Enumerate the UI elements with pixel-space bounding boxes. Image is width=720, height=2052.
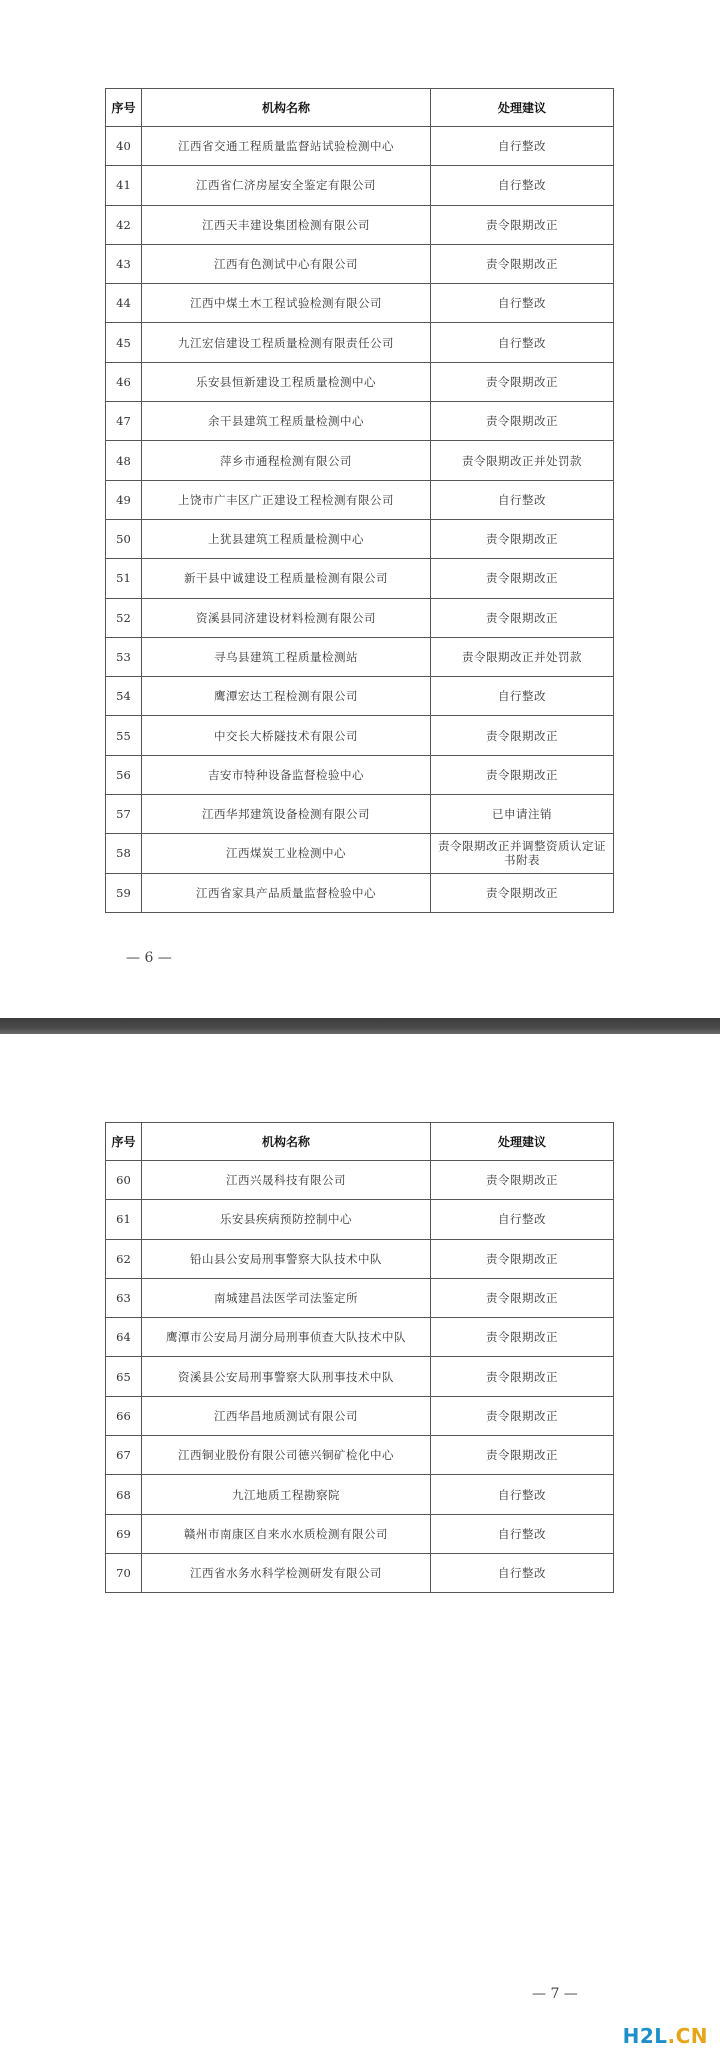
cell-institution-name: 江西有色测试中心有限公司 (142, 244, 431, 283)
cell-serial-number: 45 (106, 323, 142, 362)
document-page-7 (0, 1034, 720, 2052)
cell-institution-name: 铅山县公安局刑事警察大队技术中队 (142, 1239, 431, 1278)
cell-serial-number: 60 (106, 1161, 142, 1200)
cell-institution-name: 江西铜业股份有限公司德兴铜矿检化中心 (142, 1436, 431, 1475)
table-row (106, 1161, 614, 1200)
cell-handling-advice: 责令限期改正 (431, 1357, 614, 1396)
cell-institution-name: 上饶市广丰区广正建设工程检测有限公司 (142, 480, 431, 519)
document-page-6 (0, 0, 720, 1018)
table-row (106, 1357, 614, 1396)
cell-handling-advice: 责令限期改正 (431, 1318, 614, 1357)
page-number: — 7 — (532, 1986, 578, 2002)
cell-institution-name: 鹰潭宏达工程检测有限公司 (142, 677, 431, 716)
cell-serial-number: 57 (106, 795, 142, 834)
table-row (106, 1200, 614, 1239)
table-row (106, 755, 614, 794)
table-header-row (106, 1123, 614, 1161)
cell-serial-number: 56 (106, 755, 142, 794)
cell-serial-number: 58 (106, 834, 142, 873)
cell-serial-number: 41 (106, 166, 142, 205)
cell-serial-number: 49 (106, 480, 142, 519)
cell-serial-number: 62 (106, 1239, 142, 1278)
table-row (106, 677, 614, 716)
cell-serial-number: 42 (106, 205, 142, 244)
cell-serial-number: 48 (106, 441, 142, 480)
table-row (106, 323, 614, 362)
cell-handling-advice: 自行整改 (431, 1514, 614, 1553)
table-row (106, 362, 614, 401)
cell-institution-name: 江西省家具产品质量监督检验中心 (142, 873, 431, 912)
table-row (106, 127, 614, 166)
cell-institution-name: 新干县中诚建设工程质量检测有限公司 (142, 559, 431, 598)
table-row (106, 205, 614, 244)
header-serial-number: 序号 (106, 89, 142, 127)
cell-institution-name: 南城建昌法医学司法鉴定所 (142, 1278, 431, 1317)
cell-institution-name: 上犹县建筑工程质量检测中心 (142, 519, 431, 558)
cell-serial-number: 40 (106, 127, 142, 166)
page-separator (0, 1018, 720, 1034)
table-row (106, 1553, 614, 1592)
cell-serial-number: 55 (106, 716, 142, 755)
cell-institution-name: 江西煤炭工业检测中心 (142, 834, 431, 873)
cell-handling-advice: 自行整改 (431, 323, 614, 362)
header-handling-advice: 处理建议 (431, 89, 614, 127)
cell-handling-advice: 责令限期改正并调整资质认定证书附表 (431, 834, 614, 873)
table-row (106, 1318, 614, 1357)
cell-serial-number: 67 (106, 1436, 142, 1475)
cell-serial-number: 47 (106, 402, 142, 441)
cell-serial-number: 65 (106, 1357, 142, 1396)
cell-serial-number: 68 (106, 1475, 142, 1514)
institution-table (105, 88, 614, 913)
cell-institution-name: 乐安县疾病预防控制中心 (142, 1200, 431, 1239)
table-header-row (106, 89, 614, 127)
institution-table (105, 1122, 614, 1593)
table-row (106, 284, 614, 323)
table-row (106, 1514, 614, 1553)
cell-handling-advice: 责令限期改正 (431, 1278, 614, 1317)
cell-handling-advice: 自行整改 (431, 166, 614, 205)
cell-serial-number: 46 (106, 362, 142, 401)
cell-handling-advice: 自行整改 (431, 284, 614, 323)
table-row (106, 1436, 614, 1475)
cell-handling-advice: 自行整改 (431, 480, 614, 519)
cell-handling-advice: 责令限期改正 (431, 755, 614, 794)
cell-handling-advice: 责令限期改正 (431, 598, 614, 637)
cell-institution-name: 江西中煤土木工程试验检测有限公司 (142, 284, 431, 323)
cell-serial-number: 70 (106, 1553, 142, 1592)
table-row (106, 244, 614, 283)
table-row (106, 441, 614, 480)
cell-handling-advice: 责令限期改正 (431, 1239, 614, 1278)
table-row (106, 873, 614, 912)
cell-serial-number: 64 (106, 1318, 142, 1357)
cell-handling-advice: 责令限期改正 (431, 1436, 614, 1475)
cell-handling-advice: 自行整改 (431, 127, 614, 166)
site-watermark-logo: H2L.CN (622, 2024, 708, 2048)
cell-handling-advice: 自行整改 (431, 1475, 614, 1514)
cell-institution-name: 鹰潭市公安局月湖分局刑事侦查大队技术中队 (142, 1318, 431, 1357)
table-row (106, 1475, 614, 1514)
cell-institution-name: 资溪县同济建设材料检测有限公司 (142, 598, 431, 637)
cell-handling-advice: 责令限期改正并处罚款 (431, 637, 614, 676)
cell-institution-name: 九江地质工程勘察院 (142, 1475, 431, 1514)
cell-handling-advice: 责令限期改正 (431, 1396, 614, 1435)
cell-handling-advice: 自行整改 (431, 1553, 614, 1592)
cell-serial-number: 53 (106, 637, 142, 676)
cell-institution-name: 江西天丰建设集团检测有限公司 (142, 205, 431, 244)
table-row (106, 637, 614, 676)
cell-serial-number: 69 (106, 1514, 142, 1553)
cell-handling-advice: 自行整改 (431, 677, 614, 716)
table-row (106, 1239, 614, 1278)
cell-institution-name: 中交长大桥隧技术有限公司 (142, 716, 431, 755)
cell-serial-number: 54 (106, 677, 142, 716)
table-row (106, 598, 614, 637)
cell-handling-advice: 自行整改 (431, 1200, 614, 1239)
page-number: — 6 — (126, 950, 172, 966)
cell-institution-name: 九江宏信建设工程质量检测有限责任公司 (142, 323, 431, 362)
cell-handling-advice: 责令限期改正 (431, 402, 614, 441)
cell-institution-name: 赣州市南康区自来水水质检测有限公司 (142, 1514, 431, 1553)
cell-serial-number: 59 (106, 873, 142, 912)
header-handling-advice: 处理建议 (431, 1123, 614, 1161)
header-serial-number: 序号 (106, 1123, 142, 1161)
table-row (106, 559, 614, 598)
header-institution-name: 机构名称 (142, 89, 431, 127)
cell-serial-number: 66 (106, 1396, 142, 1435)
cell-handling-advice: 责令限期改正 (431, 559, 614, 598)
table-row (106, 480, 614, 519)
table-row (106, 795, 614, 834)
cell-handling-advice: 责令限期改正 (431, 716, 614, 755)
cell-handling-advice: 责令限期改正并处罚款 (431, 441, 614, 480)
table-row (106, 1278, 614, 1317)
cell-institution-name: 江西华昌地质测试有限公司 (142, 1396, 431, 1435)
cell-handling-advice: 责令限期改正 (431, 244, 614, 283)
cell-institution-name: 江西兴晟科技有限公司 (142, 1161, 431, 1200)
table-row (106, 834, 614, 873)
cell-institution-name: 江西省仁济房屋安全鉴定有限公司 (142, 166, 431, 205)
cell-handling-advice: 已申请注销 (431, 795, 614, 834)
cell-handling-advice: 责令限期改正 (431, 1161, 614, 1200)
header-institution-name: 机构名称 (142, 1123, 431, 1161)
table-row (106, 402, 614, 441)
cell-institution-name: 资溪县公安局刑事警察大队刑事技术中队 (142, 1357, 431, 1396)
cell-serial-number: 63 (106, 1278, 142, 1317)
table-row (106, 519, 614, 558)
cell-institution-name: 江西华邦建筑设备检测有限公司 (142, 795, 431, 834)
cell-handling-advice: 责令限期改正 (431, 205, 614, 244)
cell-institution-name: 江西省交通工程质量监督站试验检测中心 (142, 127, 431, 166)
cell-serial-number: 52 (106, 598, 142, 637)
cell-serial-number: 44 (106, 284, 142, 323)
table-row (106, 1396, 614, 1435)
cell-institution-name: 余干县建筑工程质量检测中心 (142, 402, 431, 441)
cell-serial-number: 51 (106, 559, 142, 598)
cell-serial-number: 43 (106, 244, 142, 283)
cell-handling-advice: 责令限期改正 (431, 362, 614, 401)
table-row (106, 166, 614, 205)
cell-institution-name: 吉安市特种设备监督检验中心 (142, 755, 431, 794)
cell-institution-name: 萍乡市通程检测有限公司 (142, 441, 431, 480)
cell-institution-name: 江西省水务水科学检测研发有限公司 (142, 1553, 431, 1592)
cell-serial-number: 61 (106, 1200, 142, 1239)
cell-institution-name: 寻乌县建筑工程质量检测站 (142, 637, 431, 676)
table-row (106, 716, 614, 755)
cell-serial-number: 50 (106, 519, 142, 558)
cell-handling-advice: 责令限期改正 (431, 519, 614, 558)
cell-handling-advice: 责令限期改正 (431, 873, 614, 912)
cell-institution-name: 乐安县恒新建设工程质量检测中心 (142, 362, 431, 401)
